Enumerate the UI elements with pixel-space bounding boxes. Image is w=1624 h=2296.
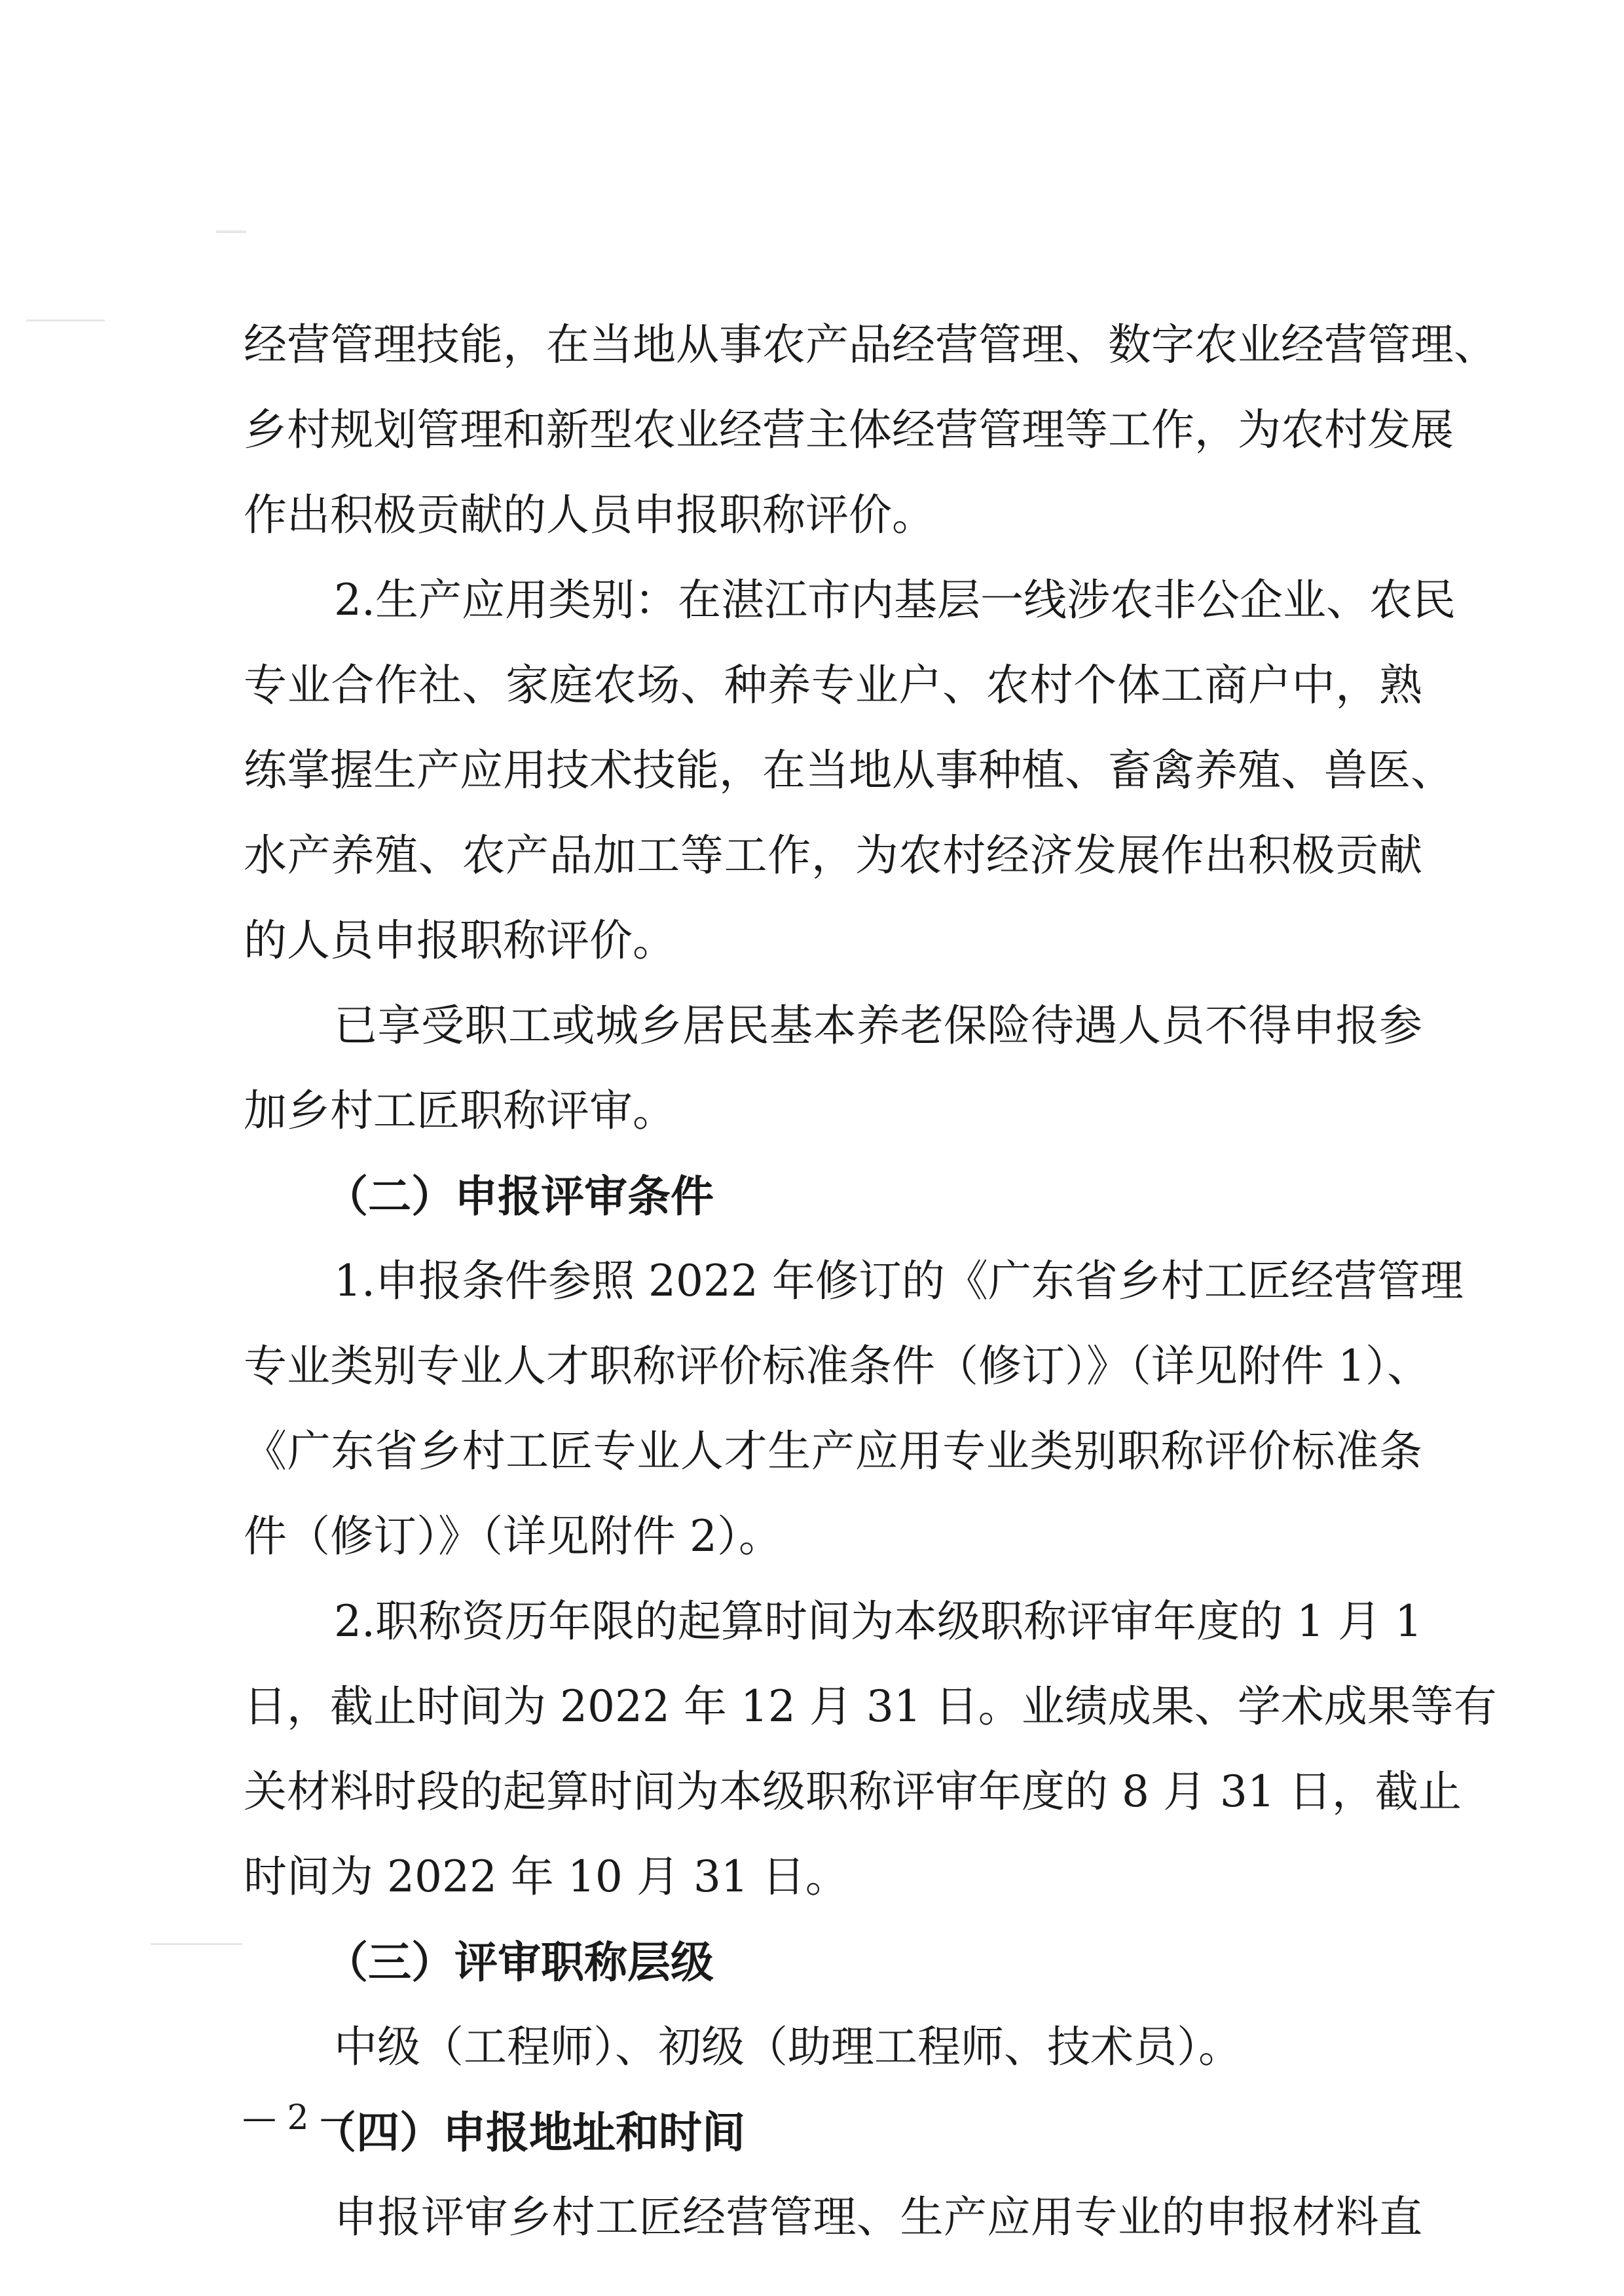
text-line: 专业类别专业人才职称评价标准条件（修订）》（详见附件 1）、	[244, 1341, 1430, 1391]
text-line: 经营管理技能，在当地从事农产品经营管理、数字农业经营管理、	[244, 319, 1497, 370]
paragraph-pension-exclusion: 已享受职工或城乡居民基本养老保险待遇人员不得申报参	[334, 1000, 1422, 1051]
paragraph-conditions-reference: 1.申报条件参照 2022 年修订的《广东省乡村工匠经营管理	[334, 1256, 1464, 1306]
section-heading-conditions: （二）申报评审条件	[325, 1171, 714, 1222]
section-heading-levels: （三）评审职称层级	[325, 1937, 714, 1988]
paragraph-production-category: 2.生产应用类别：在湛江市内基层一线涉农非公企业、农民	[334, 575, 1456, 625]
text-line: 件（修订）》（详见附件 2）。	[244, 1511, 782, 1561]
paragraph-time-limits: 2.职称资历年限的起算时间为本级职称评审年度的 1 月 1	[334, 1596, 1422, 1647]
scan-artifact	[26, 319, 105, 321]
text-line: 时间为 2022 年 10 月 31 日。	[244, 1851, 849, 1902]
text-line: 练掌握生产应用技术技能，在当地从事种植、畜禽养殖、兽医、	[244, 745, 1454, 795]
text-line: 水产养殖、农产品加工等工作，为农村经济发展作出积极贡献	[244, 830, 1422, 881]
text-line: 专业合作社、家庭农场、种养专业户、农村个体工商户中，熟	[244, 660, 1422, 710]
text-line: 乡村规划管理和新型农业经营主体经营管理等工作，为农村发展	[244, 405, 1454, 455]
scan-artifact	[151, 1943, 242, 1945]
text-line: 作出积极贡献的人员申报职称评价。	[244, 490, 935, 540]
scan-artifact	[216, 230, 246, 233]
text-line: 《广东省乡村工匠专业人才生产应用专业类别职称评价标准条	[244, 1426, 1422, 1476]
text-line: 日，截止时间为 2022 年 12 月 31 日。业绩成果、学术成果等有	[244, 1681, 1497, 1732]
page-number: — 2 —	[242, 2098, 354, 2138]
text-line: 关材料时段的起算时间为本级职称评审年度的 8 月 31 日，截止	[244, 1766, 1462, 1817]
section-heading-address-time: （四）申报地址和时间	[313, 2107, 745, 2158]
document-body	[244, 302, 1497, 2260]
paragraph-levels: 中级（工程师）、初级（助理工程师、技术员）。	[334, 2022, 1242, 2072]
paragraph-submission: 申报评审乡村工匠经营管理、生产应用专业的申报材料直	[334, 2192, 1422, 2242]
text-line: 的人员申报职称评价。	[244, 915, 676, 966]
text-line: 加乡村工匠职称评审。	[244, 1085, 676, 1136]
